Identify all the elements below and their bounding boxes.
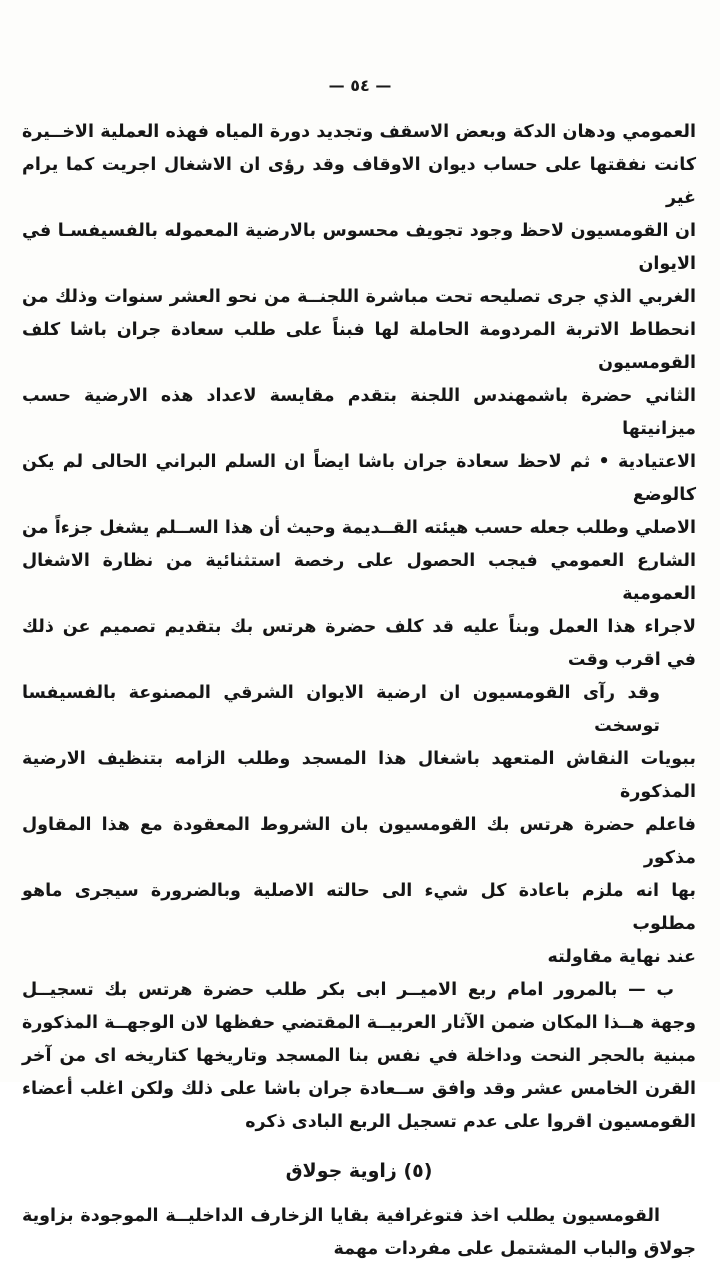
page-number: — ٥٤ — bbox=[328, 76, 392, 95]
text-line: الثاني حضرة باشمهندس اللجنة بتقدم مقايسة لاعداد هذه الارضية حسب ميزانيتها bbox=[22, 386, 696, 439]
text-line: الاصلي وطلب جعله حسب هيئته القــديمة وحيث أن هذا الســلم يشغل جزءاً من bbox=[22, 518, 696, 538]
text-line: الاعتيادية • ثم لاحظ سعادة جران باشا ايضاً ان السلم البراني الحالى لم يكن كالوضع bbox=[22, 452, 696, 505]
text-line: كانت نفقتها على حساب ديوان الاوقاف وقد رؤى ان الاشغال اجريت كما يرام غير bbox=[22, 155, 696, 208]
text-line: وجهة هــذا المكان ضمن الآثار العربيــة المقتضي حفظها لان الوجهــة المذكورة bbox=[22, 1013, 696, 1033]
text-line: وقد رآى القومسيون ان ارضية الايوان الشرقي المصنوعة بالفسيفسا توسخت bbox=[22, 683, 660, 736]
text-line: جولاق والباب المشتمل على مفردات مهمة bbox=[333, 1239, 696, 1259]
paragraph-4 bbox=[22, 1200, 696, 1266]
text-line: بها انه ملزم باعادة كل شيء الى حالته الاصلية وبالضرورة سيجرى ماهو مطلوب bbox=[22, 881, 696, 934]
paragraph-1 bbox=[22, 116, 696, 677]
text-line: ببويات النقاش المتعهد باشغال هذا المسجد وطلب الزامه بتنظيف الارضية المذكورة bbox=[22, 749, 696, 802]
text-line: القرن الخامس عشر وقد وافق ســعادة جران باشا على ذلك ولكن اغلب أعضاء bbox=[22, 1079, 696, 1099]
text-line: ان القومسيون لاحظ وجود تجويف محسوس بالارضية المعموله بالفسيفسـا في الايوان bbox=[22, 221, 696, 274]
text-line: القومسيون يطلب اخذ فتوغرافية بقايا الزخارف الداخليــة الموجودة بزاوية bbox=[22, 1206, 660, 1226]
text-line: مبنية بالحجر النحت وداخلة في نفس بنا المسجد وتاريخها كتاريخه اى من آخر bbox=[22, 1046, 696, 1066]
text-line: انحطاط الاتربة المردومة الحاملة لها فبناً على طلب سعادة جران باشا كلف القومسيون bbox=[22, 320, 696, 373]
text-line: الشارع العمومي فيجب الحصول على رخصة استثنائية من نظارة الاشغال العمومية bbox=[22, 551, 696, 604]
paragraph-2 bbox=[22, 677, 696, 974]
text-line: عند نهاية مقاولته bbox=[547, 947, 696, 967]
text-line: لاجراء هذا العمل وبناً عليه قد كلف حضرة هرتس بك بتقديم تصميم عن ذلك bbox=[22, 617, 696, 637]
text-line: في اقرب وقت bbox=[567, 650, 696, 670]
paragraph-3 bbox=[22, 974, 696, 1139]
text-line: ب — بالمرور امام ربع الاميــر ابى بكر طلب حضرة هرتس بك تسجيــل bbox=[22, 980, 674, 1000]
section-heading: (٥) زاوية جولاق bbox=[285, 1160, 433, 1182]
text-line: فاعلم حضرة هرتس بك القومسيون بان الشروط المعقودة مع هذا المقاول مذكور bbox=[22, 815, 696, 868]
text-block bbox=[22, 116, 696, 1266]
text-line: الغربي الذي جرى تصليحه تحت مباشرة اللجنــة من نحو العشر سنوات وذلك من bbox=[22, 287, 696, 307]
text-line: العمومي ودهان الدكة وبعض الاسقف وتجديد دورة المياه فهذه العملية الاخــيرة bbox=[22, 122, 696, 142]
text-line: القومسيون اقروا على عدم تسجيل الربع البادى ذكره bbox=[245, 1112, 696, 1132]
